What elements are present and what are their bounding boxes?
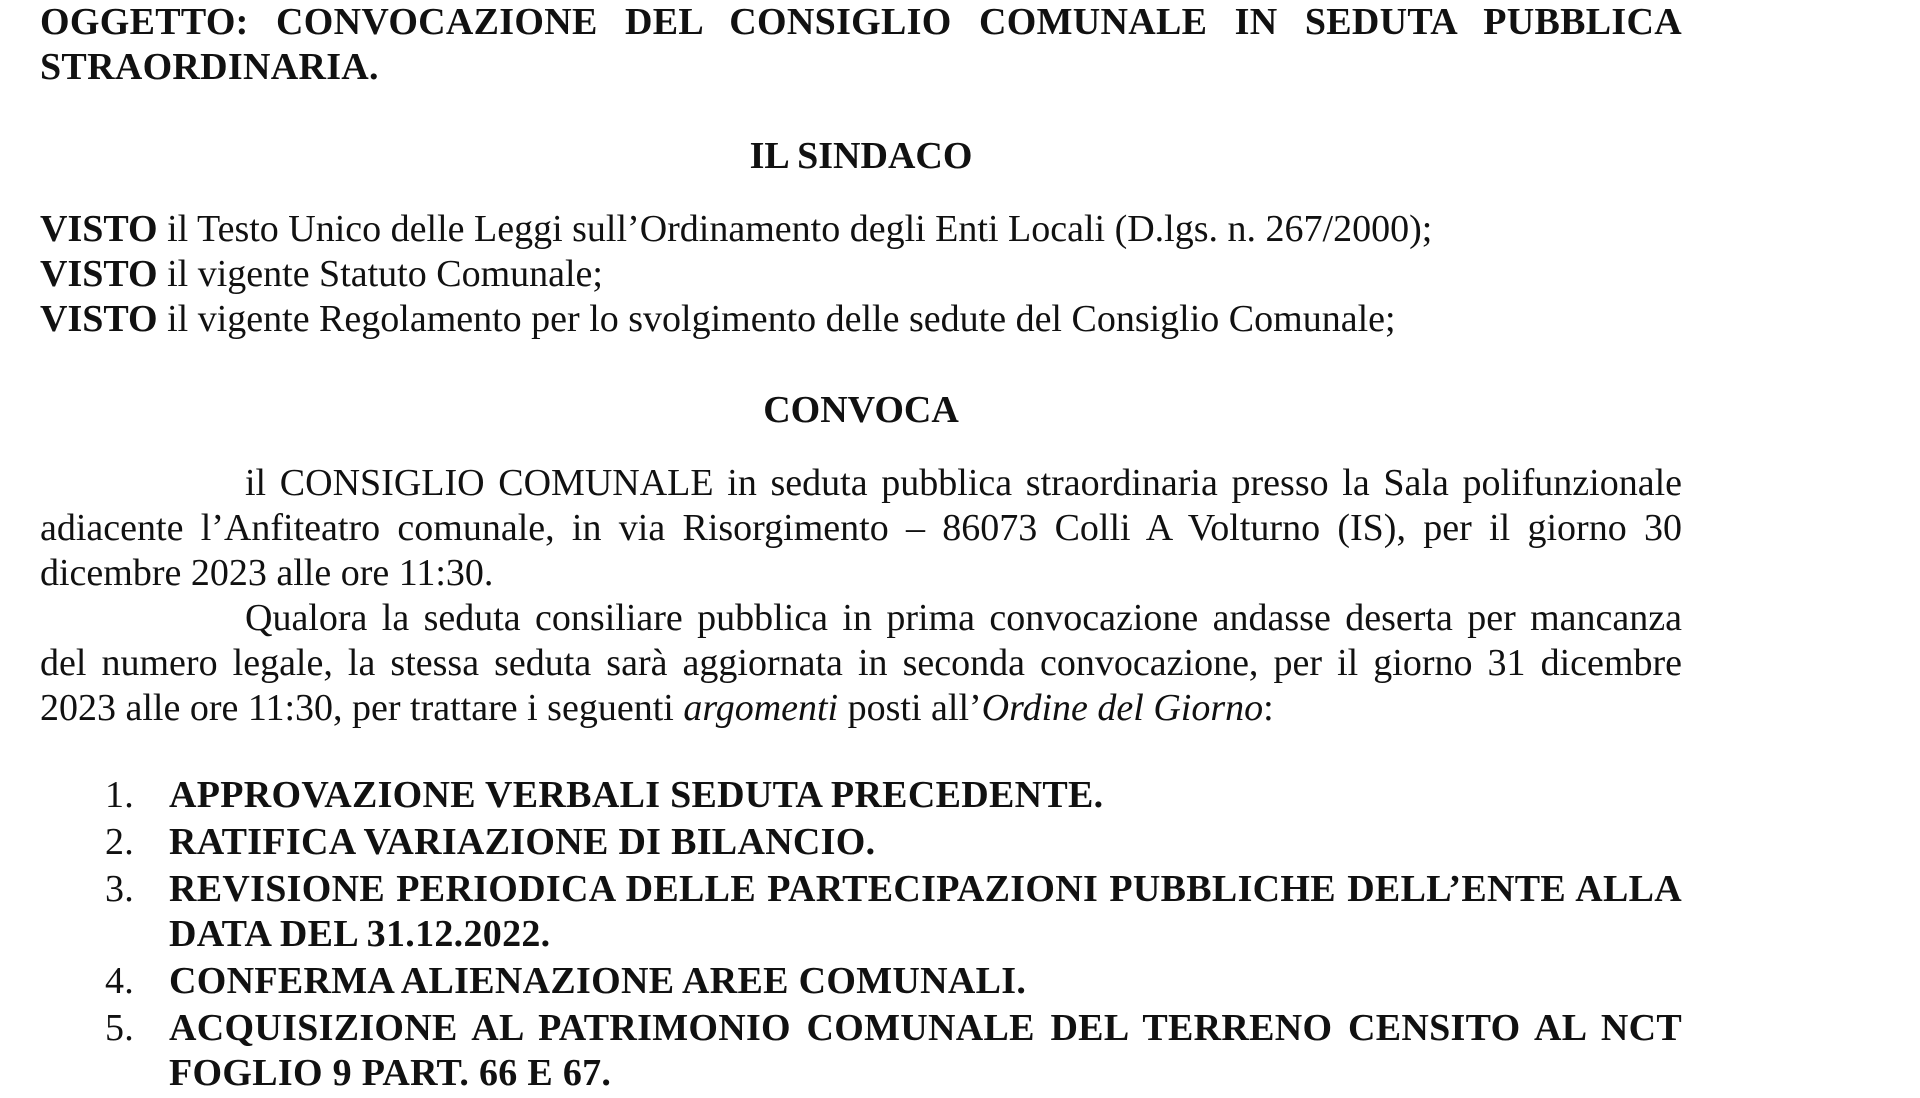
agenda-item	[40, 820, 1682, 865]
visto-line	[40, 252, 1682, 297]
agenda-item-text: ACQUISIZIONE AL PATRIMONIO COMUNALE DEL TERRENO CENSITO AL NCT FOGLIO 9 PART. 66 E 67.	[169, 1007, 1682, 1094]
paragraph-text: :	[1263, 687, 1274, 729]
agenda-list	[40, 773, 1682, 1098]
agenda-item	[40, 773, 1682, 818]
agenda-item-number: 5.	[105, 1007, 135, 1049]
paragraph-italic-argomenti: argomenti	[683, 687, 839, 729]
agenda-item	[40, 1006, 1682, 1096]
agenda-item-text: REVISIONE PERIODICA DELLE PARTECIPAZIONI PUBBLICHE DELL’ENTE ALLA DATA DEL 31.12.2022.	[169, 868, 1682, 955]
agenda-item-number: 4.	[105, 960, 135, 1002]
visto-keyword: VISTO	[40, 208, 158, 250]
agenda-item-number: 2.	[105, 821, 135, 863]
agenda-item	[40, 867, 1682, 957]
visto-block	[40, 207, 1682, 342]
agenda-item-number: 1.	[105, 774, 135, 816]
heading-il-sindaco: IL SINDACO	[749, 135, 973, 177]
agenda-item-text: APPROVAZIONE VERBALI SEDUTA PRECEDENTE.	[169, 774, 1104, 816]
document-subject: OGGETTO: CONVOCAZIONE DEL CONSIGLIO COMUNALE IN SEDUTA PUBBLICA STRAORDINARIA.	[40, 1, 1682, 88]
visto-keyword: VISTO	[40, 253, 158, 295]
agenda-item-text: RATIFICA VARIAZIONE DI BILANCIO.	[169, 821, 876, 863]
agenda-item-text: CONFERMA ALIENAZIONE AREE COMUNALI.	[169, 960, 1027, 1002]
agenda-item-number: 3.	[105, 868, 135, 910]
visto-text: il vigente Regolamento per lo svolgimento delle sedute del Consiglio Comunale;	[157, 298, 1396, 340]
visto-line	[40, 297, 1682, 342]
second-convocation-paragraph	[40, 596, 1682, 731]
visto-keyword: VISTO	[40, 298, 158, 340]
visto-text: il Testo Unico delle Leggi sull’Ordinamento degli Enti Locali (D.lgs. n. 267/2000);	[157, 208, 1433, 250]
visto-text: il vigente Statuto Comunale;	[157, 253, 603, 295]
paragraph-text: Qualora la seduta consiliare pubblica in prima convocazione andasse deserta per mancanza del numero legale, la stessa seduta sarà aggiornata in seconda convocazione, per il giorno 31 dicembre 2023 alle ore 11:30, per trattare i seguenti	[40, 597, 1682, 729]
paragraph-italic-ordine-del-giorno: Ordine del Giorno	[981, 687, 1264, 729]
paragraph-text: posti all’	[838, 687, 982, 729]
agenda-item	[40, 959, 1682, 1004]
visto-line	[40, 207, 1682, 252]
heading-convoca: CONVOCA	[763, 389, 959, 431]
convocation-paragraph: il CONSIGLIO COMUNALE in seduta pubblica straordinaria presso la Sala polifunzionale adiacente l’Anfiteatro comunale, in via Risorgimento – 86073 Colli A Volturno (IS), per il giorno 30 dicembre 2023 alle ore 11:30.	[40, 462, 1682, 594]
